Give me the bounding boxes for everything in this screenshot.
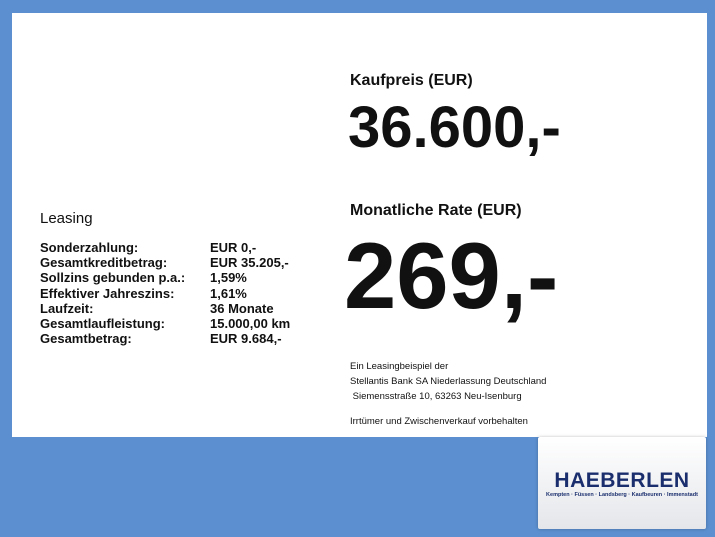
dealer-logo [538, 437, 706, 529]
term-label: Gesamtlaufleistung: [40, 315, 165, 331]
leasing-terms [40, 240, 290, 346]
term-label: Effektiver Jahreszins: [40, 285, 175, 301]
term-value: 36 Monate [210, 300, 274, 316]
leasing-title: Leasing [40, 210, 93, 227]
term-label: Gesamtbetrag: [40, 331, 132, 347]
term-row [40, 316, 290, 331]
term-row [40, 270, 290, 285]
term-row [40, 240, 290, 255]
disclaimer: Irrtümer und Zwischenverkauf vorbehalten [350, 416, 528, 427]
term-label: Sonderzahlung: [40, 240, 139, 255]
term-value: EUR 0,- [210, 240, 257, 255]
term-value: 1,61% [210, 285, 247, 301]
fineprint-line: Siemensstraße 10, 63263 Neu-Isenburg [350, 391, 522, 402]
logo-name: HAEBERLEN [554, 469, 690, 492]
term-value: 15.000,00 km [210, 315, 291, 331]
term-row [40, 331, 290, 346]
term-value: EUR 9.684,- [210, 331, 282, 347]
offer-card [12, 13, 707, 437]
term-value: 1,59% [210, 270, 247, 286]
term-value: EUR 35.205,- [210, 255, 289, 271]
fineprint-line: Ein Leasingbeispiel der [350, 361, 449, 372]
monthly-rate-value: 269,- [344, 223, 559, 328]
price-value: 36.600,- [348, 95, 561, 160]
term-label: Sollzins gebunden p.a.: [40, 270, 186, 286]
term-row [40, 255, 290, 270]
term-row [40, 301, 290, 316]
term-label: Gesamtkreditbetrag: [40, 255, 168, 271]
logo-name-wrap [540, 470, 704, 492]
logo-locations: Kempten · Füssen · Landsberg · Kaufbeuren · Immenstadt [546, 492, 698, 498]
price-label: Kaufpreis (EUR) [350, 72, 473, 89]
monthly-rate-label: Monatliche Rate (EUR) [350, 202, 522, 219]
term-label: Laufzeit: [40, 300, 94, 316]
term-row [40, 286, 290, 301]
fineprint-line: Stellantis Bank SA Niederlassung Deutschland [350, 376, 547, 387]
